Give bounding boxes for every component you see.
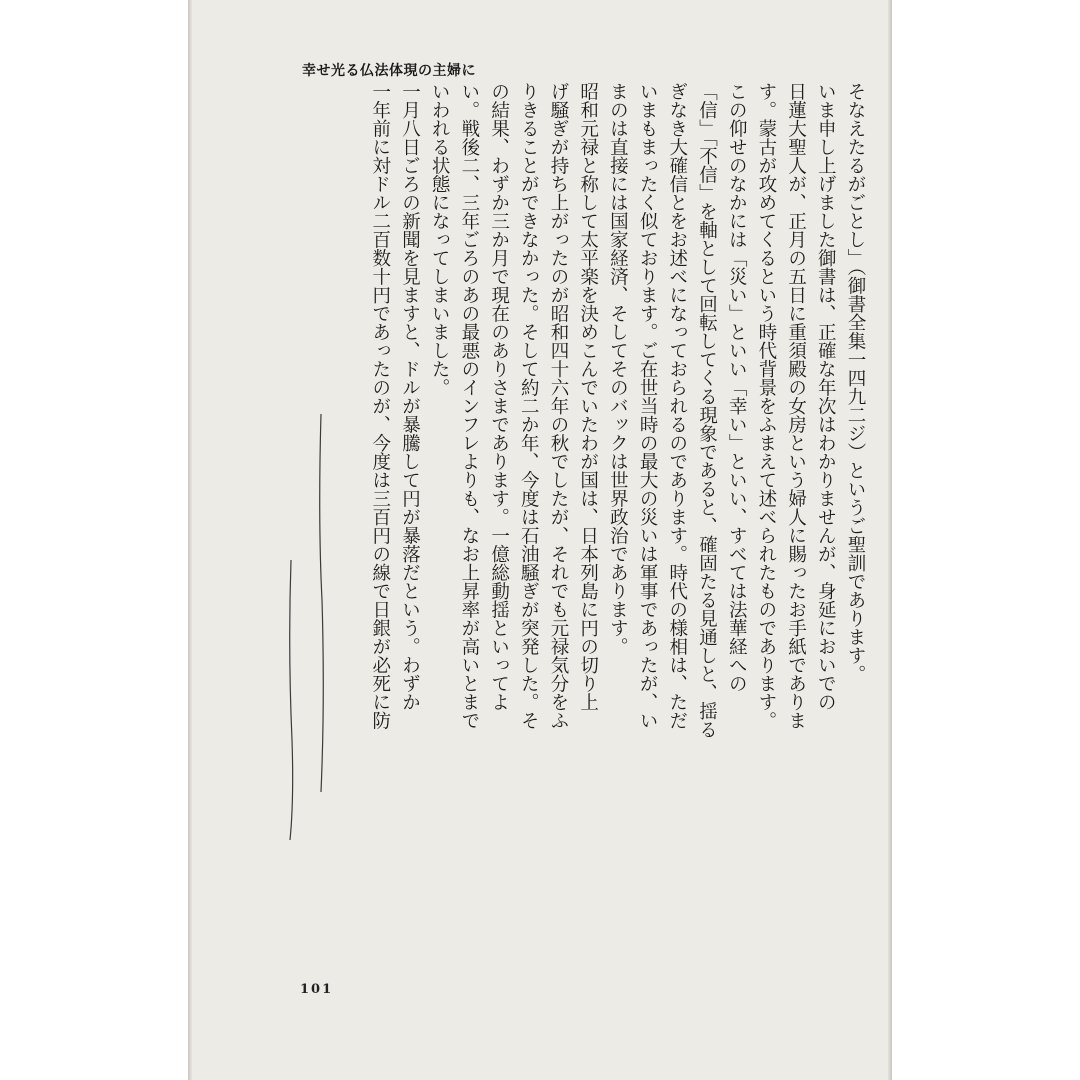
body-text	[276, 82, 870, 828]
text-column: の結果、わずか三か月で現在のありさまであります。一億総動揺といってよ	[488, 82, 510, 711]
text-column: す。蒙古が攻めてくるという時代背景をふまえて述べられたものであります。	[755, 82, 777, 730]
text-column: いわれる状態になってしまいました。	[429, 82, 451, 397]
text-column: そなえたるがごとし」（御書全集一四九二ジ）というご聖訓であります。	[845, 82, 866, 684]
text-column: 一年前に対ドル二百数十円であったのが、今度は三百円の線で日銀が必死に防	[369, 82, 391, 730]
text-column: い。戦後二、三年ごろのあの最悪のインフレよりも、なお上昇率が高いとまで	[458, 82, 480, 730]
text-column: この仰せのなかには「災い」といい「幸い」といい、すべては法華経への	[726, 82, 748, 693]
text-column: 「信」「不信」を軸として回転してくる現象であると、確固たる見通しと、揺る	[696, 82, 718, 739]
page-right-edge	[888, 0, 892, 1080]
text-column: ぎなき大確信とをお述べになっておられるのであります。時代の様相は、ただ	[666, 82, 688, 730]
text-column: 日蓮大聖人が、正月の五日に重須殿の女房という婦人に賜ったお手紙でありま	[785, 82, 807, 730]
text-column: まのは直接には国家経済、そしてそのバックは世界政治であります。	[607, 82, 629, 656]
text-column: いま申し上げました御書は、正確な年次はわかりませんが、身延においでの	[815, 82, 837, 711]
book-page	[192, 0, 888, 1080]
text-column: りきることができなかった。そして約二か年、今度は石油騒ぎが突発した。そ	[518, 82, 540, 730]
running-head: 幸せ光る仏法体現の主婦に	[302, 63, 476, 79]
text-column: 一月八日ごろの新聞を見ますと、ドルが暴騰して円が暴落だという。わずか	[399, 82, 421, 711]
text-column: 昭和元禄と称して太平楽を決めこんでいたわが国は、日本列島に円の切り上	[577, 82, 599, 711]
text-column: げ騒ぎが持ち上がったのが昭和四十六年の秋でしたが、それでも元禄気分をふ	[547, 82, 569, 730]
text-column: いまもまったく似ております。ご在世当時の最大の災いは軍事であったが、い	[637, 82, 659, 730]
page-number: 101	[300, 982, 334, 997]
